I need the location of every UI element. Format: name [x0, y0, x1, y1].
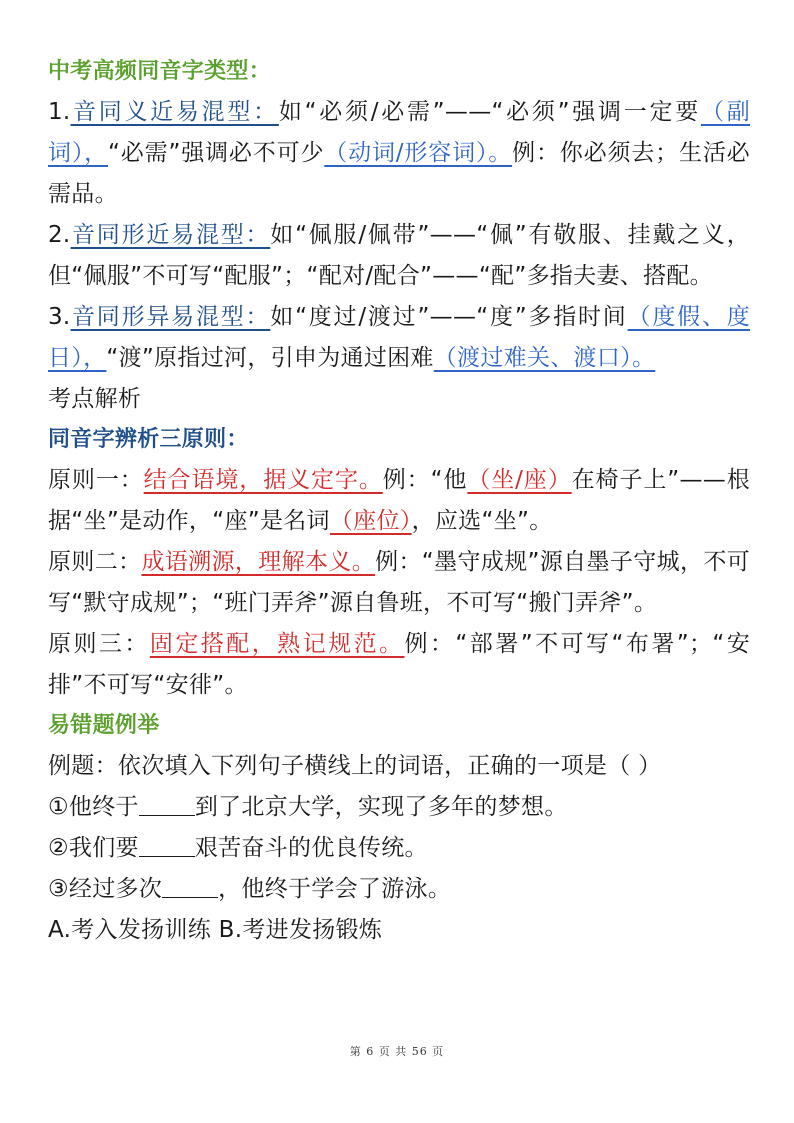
rule-1-choice: （坐/座）	[467, 467, 572, 493]
type-2-text: 如“佩服/佩带”——“佩”有敬服、挂戴之义，但“佩服”不可写“配服”；“配对/配合”——“配”多指夫妻、搭配。	[48, 222, 750, 289]
rule-1-paragraph	[48, 460, 750, 542]
type-3-text: 如“度过/渡过”——“度”多指时间	[270, 304, 628, 330]
type-1-label: 音同义近易混型：	[70, 99, 279, 125]
rule-3-label: 原则三：	[48, 631, 150, 657]
type-2-number: 2.	[48, 222, 71, 248]
type-2-label: 音同形近易混型：	[70, 222, 271, 248]
rule-3-paragraph	[48, 624, 750, 706]
rule-3-principle: 固定搭配，熟记规范。	[149, 631, 405, 657]
type-1-note-2: （动词/形容词）。	[324, 140, 513, 166]
sentence-3-start: ③经过多次	[48, 876, 163, 902]
type-3-paragraph	[48, 297, 750, 379]
sentence-1-start: ①他终于	[48, 794, 139, 820]
type-3-note-2: （渡过难关、渡口）。	[433, 345, 656, 371]
rule-2-paragraph	[48, 542, 750, 624]
document-body	[48, 52, 750, 951]
rule-2-principle: 成语溯源，理解本义。	[141, 549, 376, 575]
page-footer: 第 6 页 共 56 页	[349, 1045, 445, 1058]
type-1-text-2: “必需”强调必不可少	[108, 140, 325, 166]
answer-options: A.考入发扬训练 B.考进发扬锻炼	[48, 917, 383, 943]
rule-2-label: 原则二：	[48, 549, 142, 575]
blank-line-3	[162, 873, 218, 898]
sentence-2	[48, 828, 750, 869]
heading-error-examples: 易错题例举	[48, 713, 160, 738]
rule-2-text: 例：“墨守成规”源自墨子守城，不可写“默守成规”；“班门弄斧”源自鲁班，不可写“搬门弄斧”。	[48, 549, 751, 616]
blank-line-2	[139, 832, 195, 857]
heading-homophone-types: 中考高频同音字类型：	[48, 59, 272, 84]
rule-1-note: （座位）	[329, 508, 412, 534]
rule-3-text: 例：“部署”不可写“布署”；“安排”不可写“安徘”。	[48, 631, 750, 698]
type-1-number: 1.	[48, 99, 71, 125]
rule-1-label: 原则一：	[48, 467, 144, 493]
rule-1-text-3: ，应选“坐”。	[411, 508, 553, 534]
type-1-paragraph	[48, 92, 750, 215]
heading-three-principles: 同音字辨析三原则：	[48, 427, 249, 452]
kaodian-label: 考点解析	[48, 386, 142, 412]
type-1-example: 例：你必须去；生活必需品。	[48, 140, 750, 207]
sentence-3	[48, 869, 750, 910]
sentence-2-start: ②我们要	[48, 835, 139, 861]
type-2-paragraph	[48, 215, 750, 297]
type-3-label: 音同形异易混型：	[70, 304, 271, 330]
type-1-text: 如“必须/必需”——“必须”强调一定要	[278, 99, 701, 125]
blank-line-1	[139, 791, 195, 816]
type-1-note-1: （副词），	[48, 99, 750, 166]
question-stem: 例题：依次填入下列句子横线上的词语，正确的一项是（ ）	[48, 753, 662, 779]
rule-1-principle: 结合语境，据义定字。	[143, 467, 383, 493]
sentence-3-end: ，他终于学会了游泳。	[218, 876, 452, 902]
type-3-number: 3.	[48, 304, 71, 330]
rule-1-text-2: 在椅子上”——根据“坐”是动作，“座”是名词	[48, 467, 751, 534]
sentence-1-end: 到了北京大学，实现了多年的梦想。	[194, 794, 568, 820]
sentence-2-end: 艰苦奋斗的优良传统。	[194, 835, 428, 861]
type-3-text-2: “渡”原指过河，引申为通过困难	[106, 345, 434, 371]
rule-1-text: 例：“他	[382, 467, 468, 493]
sentence-1	[48, 787, 750, 828]
type-3-note-1: （度假、度日），	[48, 304, 751, 371]
